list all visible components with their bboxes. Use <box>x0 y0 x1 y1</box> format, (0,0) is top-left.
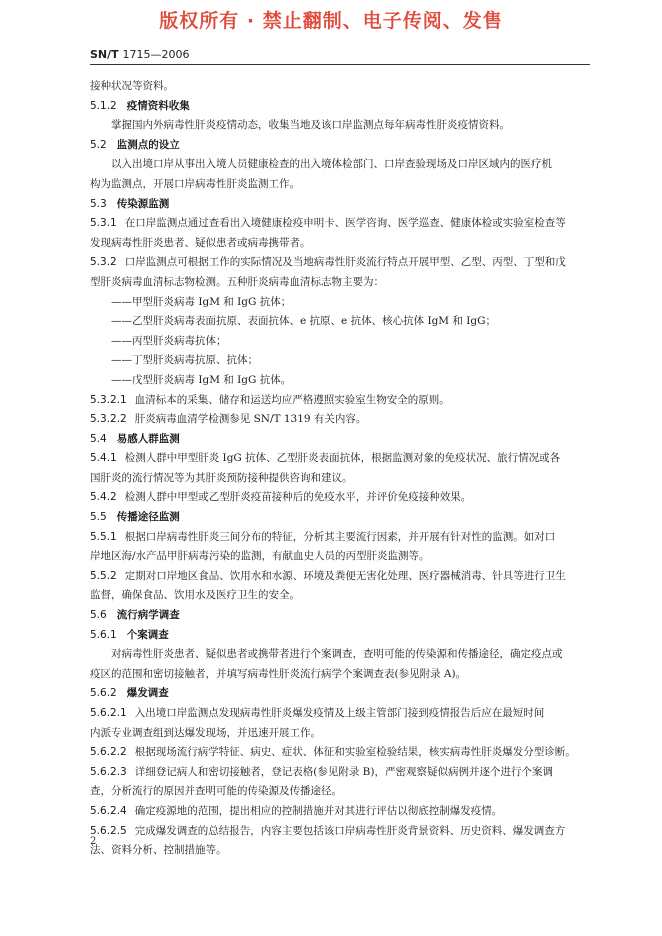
list-item: ——丙型肝炎病毒抗体； <box>111 334 227 347</box>
section-heading <box>90 626 598 646</box>
clause-text: 在口岸监测点通过查看出入境健康检疫申明卡、医学咨询、医学巡查、健康体检或实验室检查等 <box>124 217 566 230</box>
paragraph-line: 国肝炎的流行情况等为其肝炎预防接种提供咨询和建议。 <box>90 471 353 484</box>
numbered-paragraph-line <box>90 253 598 273</box>
numbered-paragraph-line <box>90 214 598 234</box>
clause-number: 5.3.2.1 <box>90 393 127 406</box>
clause-text: 详细登记病人和密切接触者，登记表格(参见附录 B)，严密观察疑似病例并逐个进行个案调 <box>134 765 553 778</box>
copyright-watermark: 版权所有 · 禁止翻制、电子传阅、发售 <box>159 10 503 32</box>
clause-number: 5.6.2.2 <box>90 746 127 759</box>
section-number: 5.6.2 <box>90 687 117 700</box>
paragraph-line: 疫区的范围和密切接触者，并填写病毒性肝炎流行病学个案调查表(参见附录 A)。 <box>90 667 467 680</box>
numbered-paragraph-line <box>90 528 598 548</box>
paragraph-line: 法、资料分析、控制措施等。 <box>90 844 227 857</box>
paragraph-line: 发现病毒性肝炎患者、疑似患者或病毒携带者。 <box>90 236 311 249</box>
paragraph-line: 以入出境口岸从事出入境人员健康检查的出入境体检部门、口岸查验现场及口岸区域内的医疗机 <box>111 158 552 171</box>
numbered-paragraph-line <box>90 822 598 842</box>
section-number: 5.6.1 <box>90 628 117 641</box>
numbered-paragraph-line <box>90 743 598 763</box>
clause-number: 5.4.1 <box>90 452 117 465</box>
section-heading <box>90 684 598 704</box>
clause-text: 肝炎病毒血清学检测参见 SN/T 1319 有关内容。 <box>134 413 367 426</box>
section-title: 监测点的设立 <box>116 138 180 151</box>
standard-prefix: SN/T <box>90 48 119 61</box>
paragraph-line: 内派专业调查组到达爆发现场，并迅速开展工作。 <box>90 726 321 739</box>
clause-text: 检测人群中甲型肝炎 IgG 抗体、乙型肝炎表面抗体，根据监测对象的免疫状况、旅行情况或各 <box>124 452 561 465</box>
section-title: 流行病学调查 <box>116 609 180 622</box>
section-title: 个案调查 <box>126 628 169 641</box>
clause-number: 5.6.2.1 <box>90 707 127 719</box>
section-heading <box>90 508 598 528</box>
numbered-paragraph-line <box>90 391 598 411</box>
clause-number: 5.3.1 <box>90 217 117 230</box>
section-number: 5.1.2 <box>90 99 117 112</box>
clause-text: 入出境口岸监测点发现病毒性肝炎爆发疫情及上级主管部门接到疫情报告后应在最短时间 <box>134 707 545 719</box>
list-item: ——丁型肝炎病毒抗原、抗体； <box>111 354 258 367</box>
clause-number: 5.3.2.2 <box>90 413 127 426</box>
section-heading <box>90 430 598 450</box>
list-item: ——乙型肝炎病毒表面抗原、表面抗体、e 抗原、e 抗体、核心抗体 IgM 和 IgG； <box>111 315 496 328</box>
numbered-paragraph-line <box>90 449 598 469</box>
standard-number: 1715—2006 <box>122 48 190 61</box>
clause-number: 5.3.2 <box>90 256 117 269</box>
section-number: 5.6 <box>90 609 107 622</box>
clause-text: 根据现场流行病学特征、病史、症状、体征和实验室检验结果，核实病毒性肝炎爆发分型诊断。 <box>134 746 576 759</box>
section-title: 易感人群监测 <box>116 432 180 445</box>
section-title: 传播途径监测 <box>116 511 180 524</box>
clause-text: 确定疫源地的范围，提出相应的控制措施并对其进行评估以彻底控制爆发疫情。 <box>134 804 503 817</box>
paragraph-line: 对病毒性肝炎患者、疑似患者或携带者进行个案调查，查明可能的传染源和传播途径，确定疫点或 <box>111 648 563 661</box>
section-number: 5.3 <box>90 197 107 210</box>
clause-text: 根据口岸病毒性肝炎三间分布的特征，分析其主要流行因素，并开展有针对性的监测。如对口 <box>124 530 556 543</box>
document-body <box>90 77 598 861</box>
numbered-paragraph-line <box>90 410 598 430</box>
numbered-paragraph-line <box>90 802 598 822</box>
clause-text: 血清标本的采集、储存和运送均应严格遵照实验室生物安全的原则。 <box>134 393 450 406</box>
section-number: 5.5 <box>90 511 107 524</box>
section-heading <box>90 136 598 156</box>
section-number: 5.2 <box>90 138 107 151</box>
numbered-paragraph-line <box>90 488 598 508</box>
section-title: 爆发调查 <box>126 687 169 700</box>
paragraph-line: 构为监测点，开展口岸病毒性肝炎监测工作。 <box>90 177 300 190</box>
header-rule <box>90 64 590 65</box>
clause-number: 5.5.1 <box>90 530 117 543</box>
paragraph-line: 岸地区海/水产品甲肝病毒污染的监测，有献血史人员的丙型肝炎监测等。 <box>90 550 430 563</box>
numbered-paragraph-line <box>90 763 598 783</box>
paragraph-line: 监督，确保食品、饮用水及医疗卫生的安全。 <box>90 589 300 602</box>
section-heading <box>90 606 598 626</box>
paragraph-line: 掌握国内外病毒性肝炎疫情动态，收集当地及该口岸监测点每年病毒性肝炎疫情资料。 <box>111 119 510 132</box>
clause-number: 5.6.2.5 <box>90 824 127 837</box>
paragraph-line: 接种状况等资料。 <box>90 80 174 92</box>
section-number: 5.4 <box>90 432 107 445</box>
section-title: 疫情资料收集 <box>126 99 190 112</box>
clause-text: 完成爆发调查的总结报告，内容主要包括该口岸病毒性肝炎背景资料、历史资料、爆发调查方 <box>134 824 566 837</box>
clause-text: 检测人群中甲型或乙型肝炎疫苗接种后的免疫水平，并评价免疫接种效果。 <box>124 491 472 504</box>
standard-code <box>90 48 190 61</box>
page-number: 2 <box>90 836 97 847</box>
list-item: ——戊型肝炎病毒 IgM 和 IgG 抗体。 <box>111 373 292 386</box>
section-heading <box>90 195 598 215</box>
section-heading <box>90 97 598 117</box>
clause-text: 定期对口岸地区食品、饮用水和水源、环境及粪便无害化处理、医疗器械消毒、针具等进行卫生 <box>124 569 566 582</box>
section-title: 传染源监测 <box>116 197 170 210</box>
clause-number: 5.4.2 <box>90 491 117 504</box>
numbered-paragraph-line <box>90 704 598 724</box>
clause-number: 5.5.2 <box>90 569 117 582</box>
numbered-paragraph-line <box>90 567 598 587</box>
clause-number: 5.6.2.3 <box>90 765 127 778</box>
clause-text: 口岸监测点可根据工作的实际情况及当地病毒性肝炎流行特点开展甲型、乙型、丙型、丁型和戊 <box>124 256 566 269</box>
clause-number: 5.6.2.4 <box>90 804 127 817</box>
paragraph-line: 查，分析流行的原因并查明可能的传染源及传播途径。 <box>90 785 342 798</box>
paragraph-line: 型肝炎病毒血清标志物检测。五种肝炎病毒血清标志物主要为： <box>90 275 384 288</box>
list-item: ——甲型肝炎病毒 IgM 和 IgG 抗体； <box>111 295 292 308</box>
